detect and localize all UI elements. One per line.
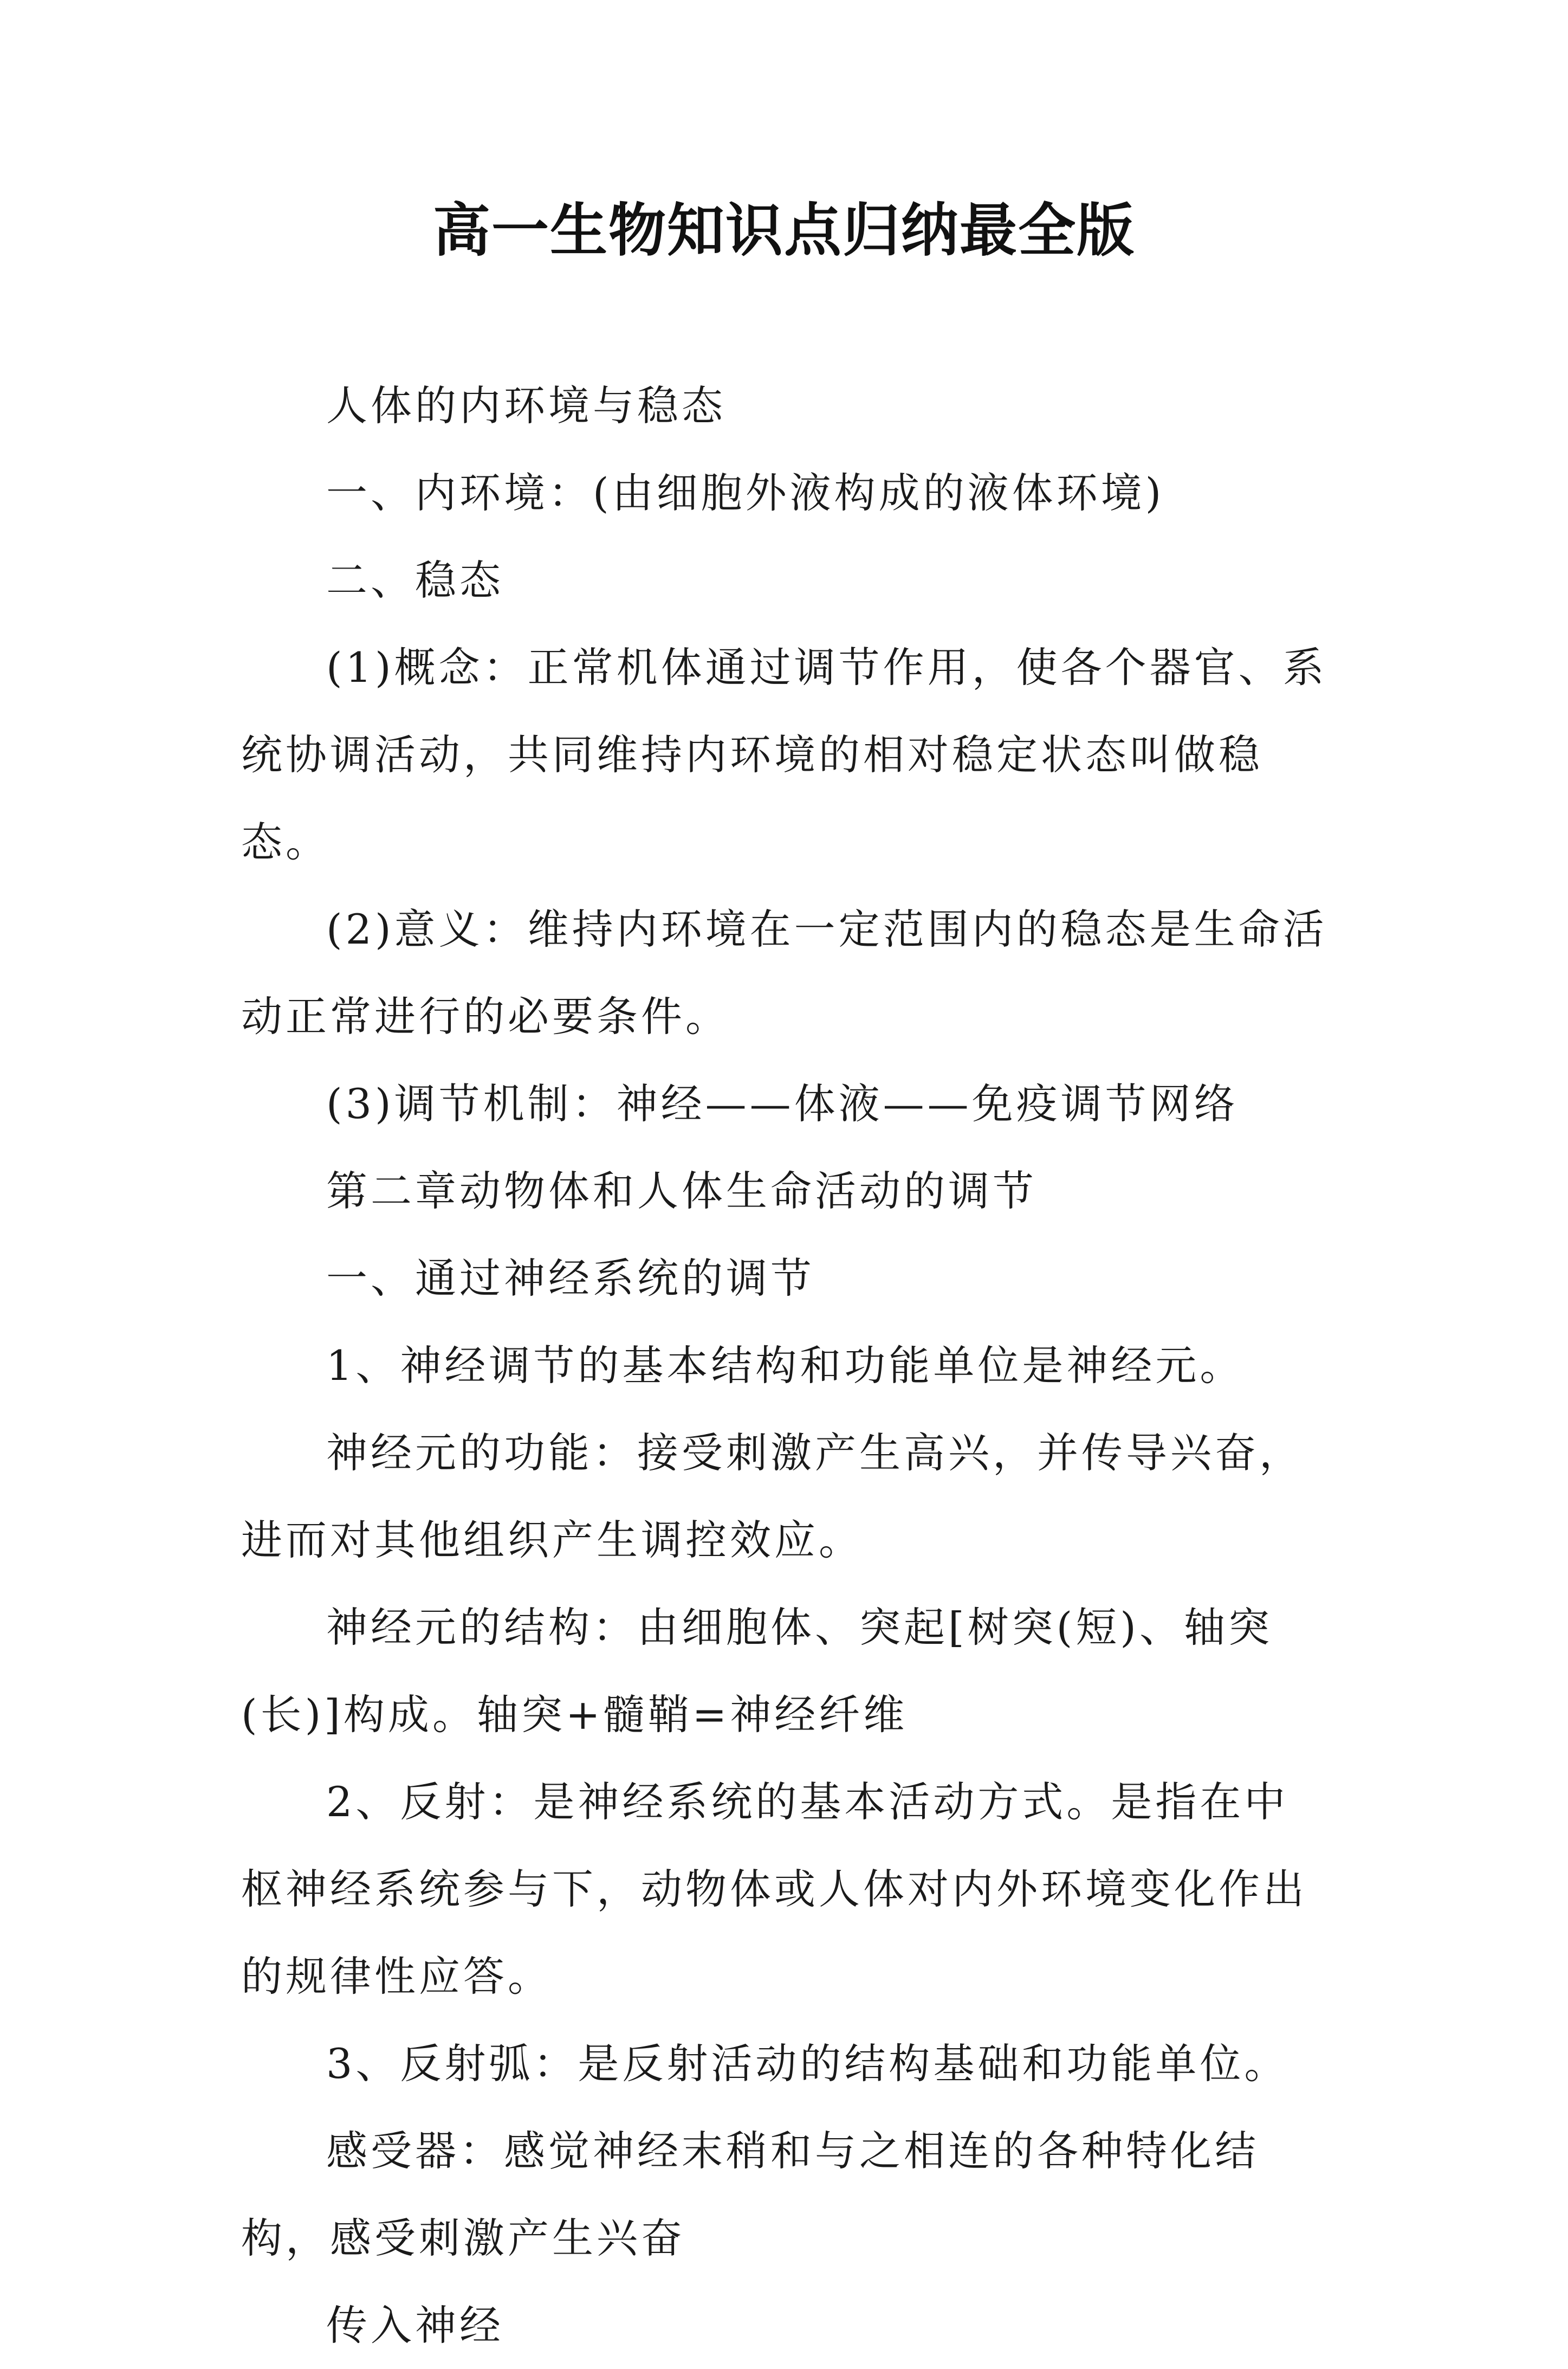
paragraph: (1)概念：正常机体通过调节作用，使各个器官、系统协调活动，共同维持内环境的相对稳定状态叫做稳态。 — [241, 643, 1327, 866]
paragraph: 一、内环境：(由细胞外液构成的液体环境) — [326, 469, 1165, 517]
paragraph: 一、通过神经系统的调节 — [326, 1254, 815, 1302]
document-body — [241, 362, 1330, 2369]
paragraph: 神经元的结构：由细胞体、突起[树突(短)、轴突(长)]构成。轴突+髓鞘=神经纤维 — [241, 1603, 1273, 1739]
paragraph: 第二章动物体和人体生命活动的调节 — [326, 1167, 1037, 1215]
paragraph: (3)调节机制：神经——体液——免疫调节网络 — [326, 1080, 1239, 1128]
paragraph: 2、反射：是神经系统的基本活动方式。是指在中枢神经系统参与下，动物体或人体对内外环境变化作出的规律性应答。 — [241, 1778, 1307, 2000]
document-title: 高一生物知识点归纳最全版 — [433, 196, 1135, 264]
paragraph: 1、神经调节的基本结构和功能单位是神经元。 — [326, 1341, 1245, 1390]
paragraph: (2)意义：维持内环境在一定范围内的稳态是生命活动正常进行的必要条件。 — [241, 905, 1327, 1041]
paragraph: 二、稳态 — [326, 556, 504, 604]
paragraph: 感受器：感觉神经末稍和与之相连的各种特化结构，感受刺激产生兴奋 — [241, 2127, 1259, 2262]
paragraph: 人体的内环境与稳态 — [326, 382, 726, 430]
paragraph: 神经元的功能：接受刺激产生高兴，并传导兴奋，进而对其他组织产生调控效应。 — [241, 1429, 1304, 1564]
paragraph: 3、反射弧：是反射活动的结构基础和功能单位。 — [326, 2039, 1289, 2088]
paragraph: 传入神经 — [326, 2301, 504, 2349]
